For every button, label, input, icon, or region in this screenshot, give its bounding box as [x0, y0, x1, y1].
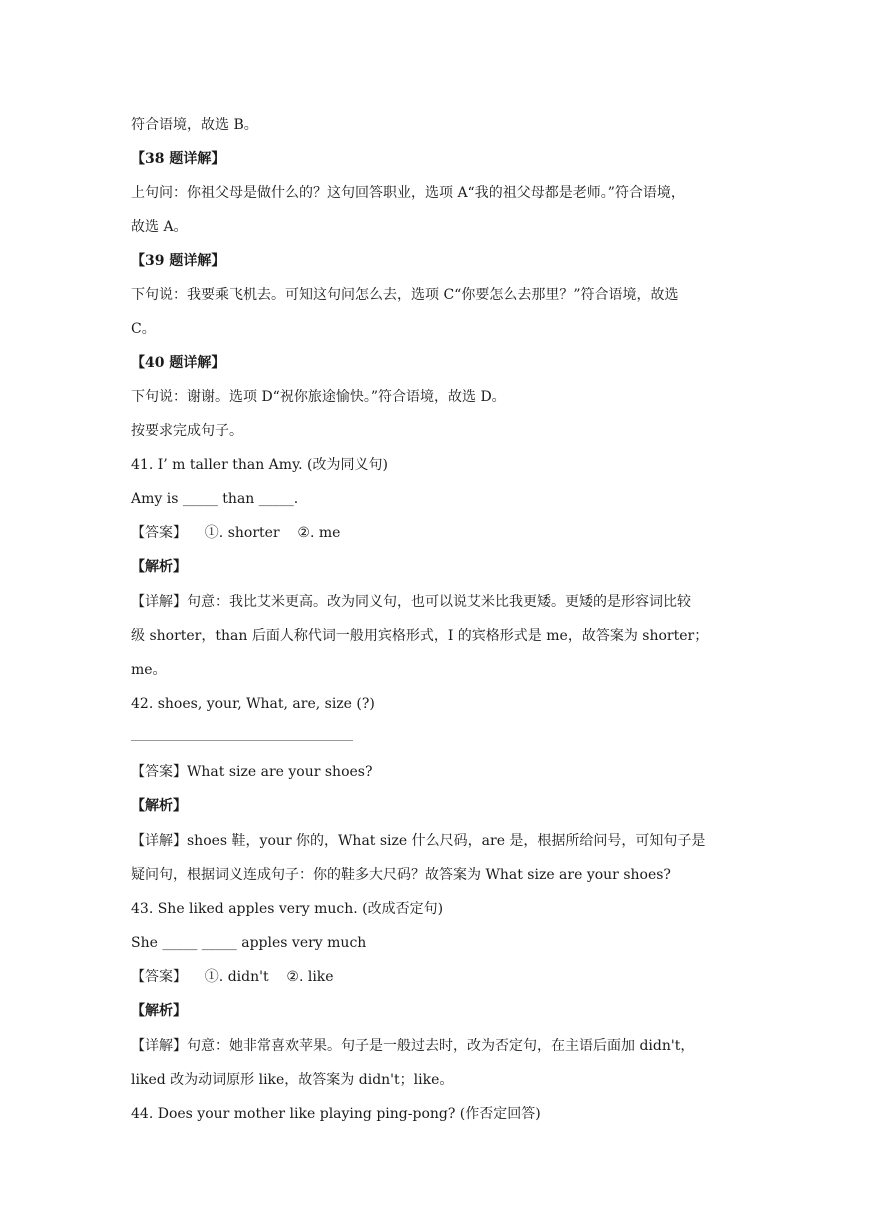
section-heading-40: 【40 题详解】	[131, 355, 226, 371]
answer-41: 【答案】 ①. shorter ②. me	[131, 525, 341, 541]
text-line: 疑问句，根据词义连成句子：你的鞋多大尺码？故答案为 What size are your shoes?	[131, 867, 671, 883]
detail-43: 【详解】句意：她非常喜欢苹果。句子是一般过去时，改为否定句，在主语后面加 didn't，	[131, 1038, 695, 1054]
question-41-blank: Amy is _____ than _____.	[131, 491, 299, 507]
text-line: 符合语境，故选 B。	[131, 117, 258, 133]
answer-blank-rule	[131, 740, 353, 741]
text-line: liked 改为动词原形 like，故答案为 didn't；like。	[131, 1072, 454, 1088]
text-line: 故选 A。	[131, 219, 188, 235]
answer-43: 【答案】 ①. didn't ②. like	[131, 969, 334, 985]
question-41: 41. I’ m taller than Amy. (改为同义句)	[131, 457, 388, 473]
section-heading-39: 【39 题详解】	[131, 253, 226, 269]
analysis-label-42: 【解析】	[131, 798, 187, 814]
question-43: 43. She liked apples very much. (改成否定句)	[131, 901, 444, 917]
question-44: 44. Does your mother like playing ping-pong? (作否定回答)	[131, 1106, 541, 1122]
text-line: me。	[131, 662, 167, 678]
analysis-label-41: 【解析】	[131, 559, 187, 575]
section-heading-38: 【38 题详解】	[131, 151, 226, 167]
text-line: 下句说：谢谢。选项 D“祝你旅途愉快。”符合语境，故选 D。	[131, 389, 506, 405]
text-line: C。	[131, 321, 156, 337]
detail-41: 【详解】句意：我比艾米更高。改为同义句，也可以说艾米比我更矮。更矮的是形容词比较	[131, 594, 691, 610]
detail-42: 【详解】shoes 鞋，your 你的，What size 什么尺码，are 是，根据所给问号，可知句子是	[131, 833, 706, 849]
instruction-line: 按要求完成句子。	[131, 423, 243, 439]
question-42: 42. shoes, your, What, are, size (?)	[131, 696, 375, 712]
text-line: 上句问：你祖父母是做什么的？这句回答职业，选项 A“我的祖父母都是老师。”符合语境，	[131, 185, 685, 201]
answer-42: 【答案】What size are your shoes?	[131, 764, 373, 780]
text-line: 下句说：我要乘飞机去。可知这句问怎么去，选项 C“你要怎么去那里？”符合语境，故选	[131, 287, 679, 303]
question-43-blank: She _____ _____ apples very much	[131, 935, 367, 951]
analysis-label-43: 【解析】	[131, 1003, 187, 1019]
text-line: 级 shorter，than 后面人称代词一般用宾格形式，I 的宾格形式是 me，故答案为 shorter；	[131, 628, 709, 644]
